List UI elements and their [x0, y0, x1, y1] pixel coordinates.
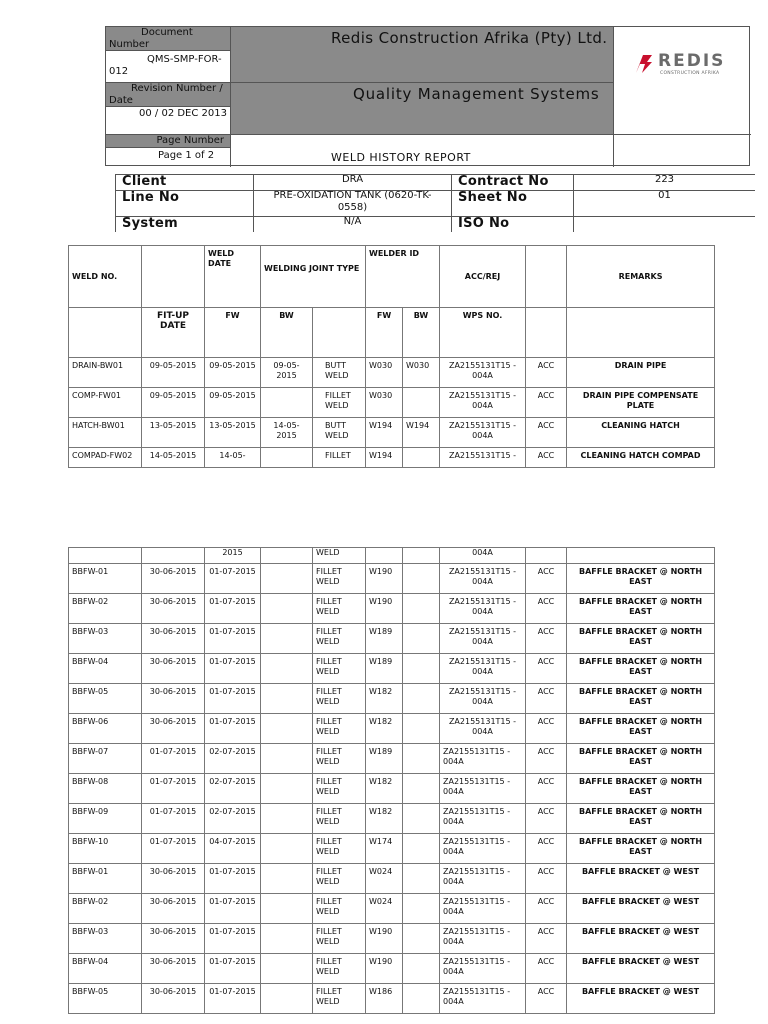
acc-rej-header: ACC/REJ — [440, 246, 526, 308]
report-title-cell — [231, 135, 614, 167]
acc-cell: ACC — [526, 954, 567, 984]
contract-label: Contract No — [451, 174, 573, 190]
welder-bw-cell — [403, 954, 440, 984]
bw-cell — [261, 804, 313, 834]
system-name: Quality Management Systems — [353, 85, 600, 103]
system-cell — [231, 83, 614, 135]
bw-cell — [261, 564, 313, 594]
table-row — [69, 834, 715, 864]
header-blank — [313, 308, 366, 358]
weld-no-cell: COMP-FW01 — [69, 388, 142, 418]
welder-fw-header: FW — [366, 308, 403, 358]
welder-bw-cell — [403, 924, 440, 954]
acc-cell: ACC — [526, 984, 567, 1014]
welder-fw-cell: W030 — [366, 388, 403, 418]
joint-cell: FILLET WELD — [313, 864, 366, 894]
remarks-cell: CLEANING HATCH COMPAD — [567, 448, 715, 468]
acc-cell: ACC — [526, 894, 567, 924]
bw-cell — [261, 774, 313, 804]
welder-bw-cell — [403, 984, 440, 1014]
doc-number-label-cell — [106, 27, 231, 51]
welder-fw-cell: W189 — [366, 624, 403, 654]
joint-type-header: WELDING JOINT TYPE — [261, 246, 366, 308]
bw-cell — [261, 864, 313, 894]
fitup-cell: 09-05-2015 — [142, 388, 205, 418]
table-row — [69, 714, 715, 744]
welder-bw-cell — [403, 388, 440, 418]
welder-fw-cell: W194 — [366, 418, 403, 448]
table-row — [69, 744, 715, 774]
joint-cell: FILLET WELD — [313, 594, 366, 624]
welder-bw-cell — [403, 804, 440, 834]
wps-cell: ZA2155131T15 - 004A — [440, 594, 526, 624]
welder-fw-cell: W182 — [366, 714, 403, 744]
fw-cell: 01-07-2015 — [205, 954, 261, 984]
table-row — [69, 448, 715, 468]
welder-fw-cell: W174 — [366, 834, 403, 864]
bw-cell — [261, 594, 313, 624]
bw-cell — [261, 388, 313, 418]
wps-cell: ZA2155131T15 - — [440, 448, 526, 468]
redis-logo — [634, 49, 744, 79]
remarks-cell: BAFFLE BRACKET @ WEST — [567, 954, 715, 984]
sheet-label: Sheet No — [451, 190, 573, 216]
welder-bw-cell — [403, 448, 440, 468]
doc-number: QMS-SMP-FOR-012 — [109, 54, 222, 77]
weld-no-cell: BBFW-01 — [69, 864, 142, 894]
wps-cell: ZA2155131T15 - 004A — [440, 624, 526, 654]
welder-bw-cell: W194 — [403, 418, 440, 448]
page-cell — [106, 148, 231, 167]
fitup-cell: 30-06-2015 — [142, 654, 205, 684]
acc-cell: ACC — [526, 418, 567, 448]
joint-cell: FILLET WELD — [313, 684, 366, 714]
wps-cell: ZA2155131T15 - 004A — [440, 418, 526, 448]
acc-cell — [526, 548, 567, 564]
page-number: Page 1 of 2 — [158, 150, 215, 161]
acc-cell: ACC — [526, 564, 567, 594]
table-row — [69, 804, 715, 834]
wps-cell: ZA2155131T15 - 004A — [440, 834, 526, 864]
welder-bw-cell — [403, 714, 440, 744]
joint-cell: WELD — [313, 548, 366, 564]
acc-cell: ACC — [526, 594, 567, 624]
wps-cell: ZA2155131T15 - 004A — [440, 864, 526, 894]
welder-bw-header: BW — [403, 308, 440, 358]
remarks-cell — [567, 548, 715, 564]
weld-no-cell: BBFW-05 — [69, 684, 142, 714]
weld-no-cell: BBFW-02 — [69, 594, 142, 624]
remarks-cell: DRAIN PIPE COMPENSATE PLATE — [567, 388, 715, 418]
wps-cell: ZA2155131T15 - 004A — [440, 564, 526, 594]
header-blank — [526, 246, 567, 308]
bw-cell — [261, 684, 313, 714]
logo-subtext: CONSTRUCTION AFRIKA — [660, 71, 720, 76]
acc-cell: ACC — [526, 358, 567, 388]
weld-no-cell: BBFW-10 — [69, 834, 142, 864]
fw-cell: 14-05- — [205, 448, 261, 468]
acc-cell: ACC — [526, 654, 567, 684]
wps-cell: 004A — [440, 548, 526, 564]
welder-fw-cell: W190 — [366, 954, 403, 984]
table-row — [69, 684, 715, 714]
table-row — [69, 894, 715, 924]
table-header-row-2 — [69, 308, 715, 358]
fw-cell: 04-07-2015 — [205, 834, 261, 864]
fw-cell: 09-05-2015 — [205, 358, 261, 388]
joint-cell: FILLET WELD — [313, 984, 366, 1014]
report-title: WELD HISTORY REPORT — [331, 151, 471, 164]
welder-bw-cell — [403, 594, 440, 624]
logo-blank-cell — [614, 135, 751, 167]
fitup-cell: 30-06-2015 — [142, 984, 205, 1014]
bw-cell — [261, 624, 313, 654]
sheet-value: 01 — [573, 190, 755, 216]
welder-fw-cell: W030 — [366, 358, 403, 388]
wps-cell: ZA2155131T15 - 004A — [440, 654, 526, 684]
fw-header: FW — [205, 308, 261, 358]
wps-cell: ZA2155131T15 - 004A — [440, 894, 526, 924]
redis-logo-mark-icon — [634, 51, 654, 75]
remarks-cell: CLEANING HATCH — [567, 418, 715, 448]
company-cell — [231, 27, 614, 83]
remarks-cell: BAFFLE BRACKET @ NORTH EAST — [567, 834, 715, 864]
fw-cell: 01-07-2015 — [205, 864, 261, 894]
joint-cell: FILLET WELD — [313, 624, 366, 654]
table-row — [69, 594, 715, 624]
acc-cell: ACC — [526, 684, 567, 714]
fw-cell: 09-05-2015 — [205, 388, 261, 418]
fitup-cell: 30-06-2015 — [142, 954, 205, 984]
fitup-cell: 30-06-2015 — [142, 564, 205, 594]
bw-cell — [261, 954, 313, 984]
remarks-cell: BAFFLE BRACKET @ NORTH EAST — [567, 564, 715, 594]
fitup-date-header: FIT-UP DATE — [142, 308, 205, 358]
fw-cell: 02-07-2015 — [205, 804, 261, 834]
fitup-cell: 30-06-2015 — [142, 594, 205, 624]
joint-cell: FILLET WELD — [313, 714, 366, 744]
fitup-cell: 30-06-2015 — [142, 924, 205, 954]
remarks-cell: BAFFLE BRACKET @ NORTH EAST — [567, 804, 715, 834]
bw-cell — [261, 654, 313, 684]
revision-label-cell — [106, 83, 231, 107]
bw-cell — [261, 448, 313, 468]
fitup-cell: 14-05-2015 — [142, 448, 205, 468]
fw-cell: 01-07-2015 — [205, 654, 261, 684]
remarks-cell: BAFFLE BRACKET @ NORTH EAST — [567, 654, 715, 684]
weld-no-cell: BBFW-04 — [69, 654, 142, 684]
weld-no-cell: DRAIN-BW01 — [69, 358, 142, 388]
welder-bw-cell — [403, 548, 440, 564]
wps-cell: ZA2155131T15 - 004A — [440, 984, 526, 1014]
fitup-cell: 09-05-2015 — [142, 358, 205, 388]
acc-cell: ACC — [526, 834, 567, 864]
welder-fw-cell: W182 — [366, 774, 403, 804]
joint-cell: FILLET WELD — [313, 924, 366, 954]
joint-cell: FILLET WELD — [313, 564, 366, 594]
table-row — [69, 924, 715, 954]
fitup-cell: 30-06-2015 — [142, 684, 205, 714]
revision-cell — [106, 107, 231, 135]
acc-cell: ACC — [526, 804, 567, 834]
continuation-row — [69, 548, 715, 564]
joint-cell: FILLET — [313, 448, 366, 468]
welder-bw-cell — [403, 624, 440, 654]
remarks-cell: BAFFLE BRACKET @ NORTH EAST — [567, 744, 715, 774]
project-info — [115, 174, 768, 232]
fitup-cell: 13-05-2015 — [142, 418, 205, 448]
weld-no-cell: BBFW-03 — [69, 624, 142, 654]
fw-cell: 01-07-2015 — [205, 894, 261, 924]
remarks-cell: BAFFLE BRACKET @ NORTH EAST — [567, 774, 715, 804]
bw-cell: 09-05-2015 — [261, 358, 313, 388]
welder-fw-cell: W182 — [366, 684, 403, 714]
header-blank — [142, 246, 205, 308]
weld-no-cell: BBFW-08 — [69, 774, 142, 804]
logo-cell — [614, 27, 751, 135]
joint-cell: FILLET WELD — [313, 834, 366, 864]
fw-cell: 02-07-2015 — [205, 744, 261, 774]
acc-cell: ACC — [526, 924, 567, 954]
client-label: Client — [115, 174, 253, 190]
acc-cell: ACC — [526, 388, 567, 418]
fw-cell: 01-07-2015 — [205, 984, 261, 1014]
table-row — [69, 358, 715, 388]
table-row — [69, 774, 715, 804]
remarks-cell: DRAIN PIPE — [567, 358, 715, 388]
document-header — [105, 26, 750, 166]
fw-cell: 01-07-2015 — [205, 624, 261, 654]
fitup-cell: 30-06-2015 — [142, 714, 205, 744]
wps-cell: ZA2155131T15 - 004A — [440, 388, 526, 418]
weld-no-header: WELD NO. — [69, 246, 142, 308]
weld-no-cell: BBFW-06 — [69, 714, 142, 744]
info-row-system — [115, 216, 755, 232]
system-label: System — [115, 216, 253, 232]
doc-number-cell — [106, 51, 231, 83]
remarks-cell: BAFFLE BRACKET @ NORTH EAST — [567, 594, 715, 624]
bw-cell — [261, 744, 313, 774]
welder-fw-cell: W189 — [366, 654, 403, 684]
bw-cell — [261, 894, 313, 924]
page-label-cell — [106, 135, 231, 148]
fitup-cell — [142, 548, 205, 564]
acc-cell: ACC — [526, 744, 567, 774]
weld-no-cell: BBFW-03 — [69, 924, 142, 954]
table-row — [69, 864, 715, 894]
wps-cell: ZA2155131T15 - 004A — [440, 774, 526, 804]
fitup-cell: 30-06-2015 — [142, 624, 205, 654]
fitup-cell: 01-07-2015 — [142, 834, 205, 864]
welder-fw-cell: W190 — [366, 564, 403, 594]
welder-fw-cell: W190 — [366, 924, 403, 954]
bw-header: BW — [261, 308, 313, 358]
header-blank — [69, 308, 142, 358]
welder-fw-cell: W189 — [366, 744, 403, 774]
welder-bw-cell — [403, 654, 440, 684]
welder-fw-cell — [366, 548, 403, 564]
joint-cell: FILLET WELD — [313, 388, 366, 418]
weld-no-cell: BBFW-05 — [69, 984, 142, 1014]
iso-value — [573, 216, 755, 232]
wps-cell: ZA2155131T15 - 004A — [440, 804, 526, 834]
logo-text: REDIS — [658, 51, 726, 71]
header-blank — [567, 308, 715, 358]
fw-cell: 2015 — [205, 548, 261, 564]
remarks-cell: BAFFLE BRACKET @ NORTH EAST — [567, 624, 715, 654]
bw-cell — [261, 984, 313, 1014]
acc-cell: ACC — [526, 624, 567, 654]
welder-fw-cell: W024 — [366, 894, 403, 924]
welder-bw-cell — [403, 684, 440, 714]
system-value: N/A — [253, 216, 451, 232]
joint-cell: BUTT WELD — [313, 418, 366, 448]
table-row — [69, 418, 715, 448]
fw-cell: 01-07-2015 — [205, 924, 261, 954]
weld-no-cell: BBFW-01 — [69, 564, 142, 594]
remarks-header: REMARKS — [567, 246, 715, 308]
welder-bw-cell — [403, 894, 440, 924]
wps-cell: ZA2155131T15 - 004A — [440, 954, 526, 984]
welder-fw-cell: W194 — [366, 448, 403, 468]
joint-cell: FILLET WELD — [313, 894, 366, 924]
wps-cell: ZA2155131T15 - 004A — [440, 714, 526, 744]
remarks-cell: BAFFLE BRACKET @ WEST — [567, 984, 715, 1014]
acc-cell: ACC — [526, 714, 567, 744]
weld-no-cell: HATCH-BW01 — [69, 418, 142, 448]
remarks-cell: BAFFLE BRACKET @ WEST — [567, 864, 715, 894]
joint-cell: FILLET WELD — [313, 744, 366, 774]
table-row — [69, 654, 715, 684]
welder-bw-cell — [403, 564, 440, 594]
wps-cell: ZA2155131T15 - 004A — [440, 684, 526, 714]
fw-cell: 01-07-2015 — [205, 684, 261, 714]
weld-no-cell: BBFW-04 — [69, 954, 142, 984]
bw-cell — [261, 834, 313, 864]
table-row — [69, 564, 715, 594]
table-row — [69, 984, 715, 1014]
acc-cell: ACC — [526, 864, 567, 894]
bw-cell: 14-05-2015 — [261, 418, 313, 448]
weld-no-cell — [69, 548, 142, 564]
welder-bw-cell: W030 — [403, 358, 440, 388]
fw-cell: 02-07-2015 — [205, 774, 261, 804]
weld-table-page1 — [68, 245, 715, 468]
weld-date-header: WELD DATE — [205, 246, 261, 308]
joint-cell: FILLET WELD — [313, 774, 366, 804]
fw-cell: 01-07-2015 — [205, 594, 261, 624]
page-label: Page Number — [156, 135, 224, 146]
weld-no-cell: BBFW-07 — [69, 744, 142, 774]
remarks-cell: BAFFLE BRACKET @ WEST — [567, 894, 715, 924]
welder-fw-cell: W024 — [366, 864, 403, 894]
contract-value: 223 — [573, 174, 755, 190]
fitup-cell: 01-07-2015 — [142, 804, 205, 834]
acc-cell: ACC — [526, 448, 567, 468]
weld-no-cell: BBFW-09 — [69, 804, 142, 834]
welder-fw-cell: W190 — [366, 594, 403, 624]
wps-no-header: WPS NO. — [440, 308, 526, 358]
revision-value: 00 / 02 DEC 2013 — [139, 108, 227, 119]
doc-number-label: Document Number — [109, 27, 193, 50]
header-blank — [526, 308, 567, 358]
fitup-cell: 30-06-2015 — [142, 894, 205, 924]
remarks-cell: BAFFLE BRACKET @ WEST — [567, 924, 715, 954]
weld-no-cell: COMPAD-FW02 — [69, 448, 142, 468]
info-row-client — [115, 174, 755, 191]
welder-bw-cell — [403, 864, 440, 894]
wps-cell: ZA2155131T15 - 004A — [440, 358, 526, 388]
info-row-line — [115, 190, 755, 217]
welder-id-header: WELDER ID — [366, 246, 440, 308]
fitup-cell: 30-06-2015 — [142, 864, 205, 894]
line-label: Line No — [115, 190, 253, 216]
line-value: PRE-OXIDATION TANK (0620-TK-0558) — [253, 190, 451, 216]
table-row — [69, 624, 715, 654]
table-header-row-1 — [69, 246, 715, 308]
weld-table-page2 — [68, 547, 715, 1014]
remarks-cell: BAFFLE BRACKET @ NORTH EAST — [567, 684, 715, 714]
revision-label: Revision Number / Date — [109, 83, 223, 106]
joint-cell: FILLET WELD — [313, 954, 366, 984]
joint-cell: FILLET WELD — [313, 804, 366, 834]
bw-cell — [261, 548, 313, 564]
remarks-cell: BAFFLE BRACKET @ NORTH EAST — [567, 714, 715, 744]
acc-cell: ACC — [526, 774, 567, 804]
company-name: Redis Construction Afrika (Pty) Ltd. — [331, 29, 608, 47]
fitup-cell: 01-07-2015 — [142, 744, 205, 774]
welder-bw-cell — [403, 834, 440, 864]
bw-cell — [261, 714, 313, 744]
welder-bw-cell — [403, 744, 440, 774]
iso-label: ISO No — [451, 216, 573, 232]
welder-fw-cell: W182 — [366, 804, 403, 834]
joint-cell: BUTT WELD — [313, 358, 366, 388]
fitup-cell: 01-07-2015 — [142, 774, 205, 804]
fw-cell: 13-05-2015 — [205, 418, 261, 448]
wps-cell: ZA2155131T15 - 004A — [440, 924, 526, 954]
wps-cell: ZA2155131T15 - 004A — [440, 744, 526, 774]
joint-cell: FILLET WELD — [313, 654, 366, 684]
weld-no-cell: BBFW-02 — [69, 894, 142, 924]
table-row — [69, 954, 715, 984]
fw-cell: 01-07-2015 — [205, 714, 261, 744]
welder-bw-cell — [403, 774, 440, 804]
bw-cell — [261, 924, 313, 954]
client-value: DRA — [253, 174, 451, 190]
welder-fw-cell: W186 — [366, 984, 403, 1014]
table-row — [69, 388, 715, 418]
fw-cell: 01-07-2015 — [205, 564, 261, 594]
